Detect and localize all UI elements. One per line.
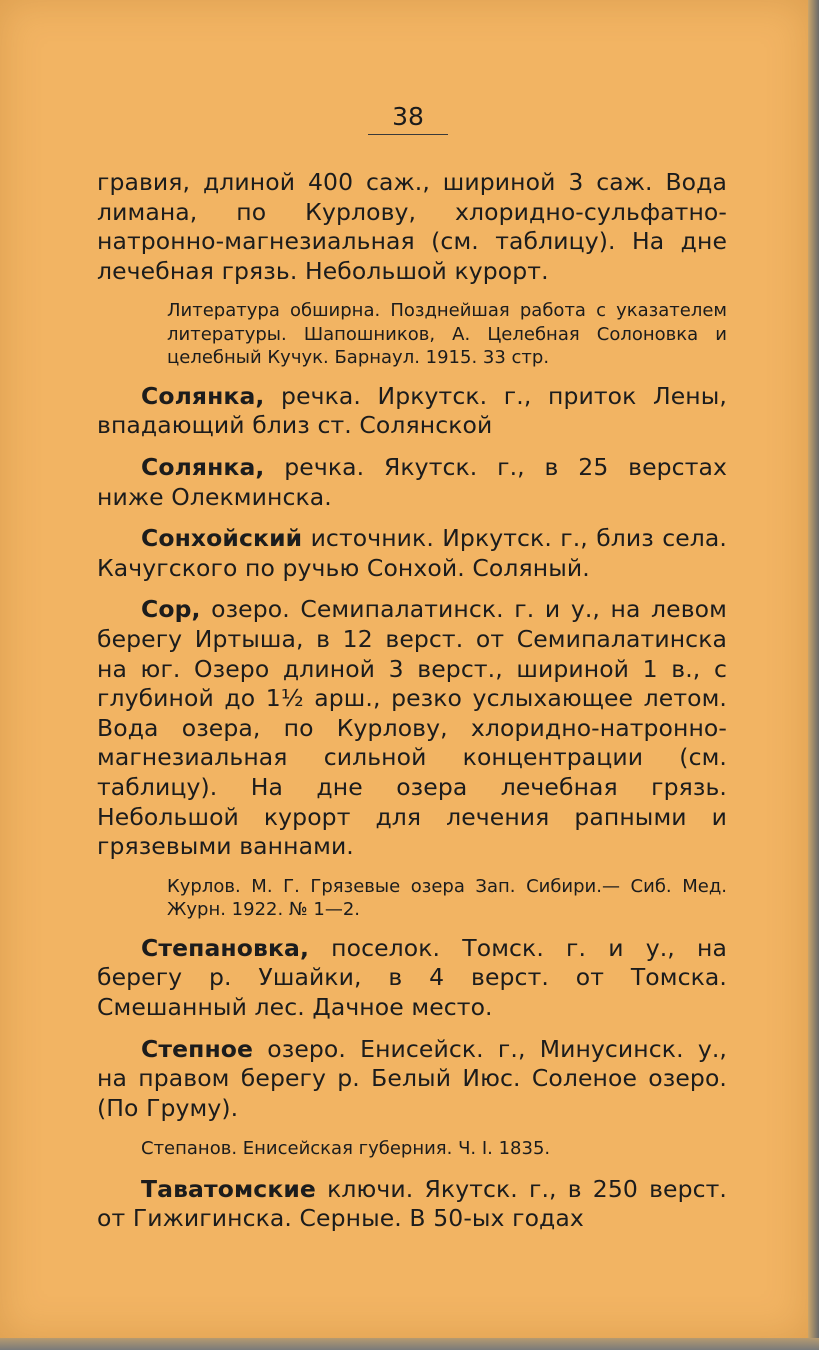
- continuation-paragraph: гравия, длиной 400 саж., шириной 3 саж. Вода лимана, по Курлову, хлоридно-сульфатно-натронно-магнезиальная (см. таблицу). На дне лечебная грязь. Небольшой курорт.: [97, 168, 727, 285]
- entry-term: Степановка,: [141, 933, 309, 962]
- reference-note: Литература обширна. Позднейшая работа с указателем литературы. Шапошников, А. Целебная Солоновка и целебный Кучук. Барнаул. 1915. 33 стр.: [167, 300, 727, 369]
- page-text: [97, 168, 727, 1234]
- entry-term: Сор,: [141, 595, 201, 624]
- entry-text: речка. Иркутск. г., приток Лены, впадающий близ ст. Солянской: [97, 381, 727, 440]
- entry-text: источник. Иркутск. г., близ села. Качугского по ручью Сонхой. Соляный.: [97, 524, 727, 582]
- entry-text: речка. Якутск. г., в 25 верстах ниже Олекминска.: [97, 453, 727, 511]
- entry-sor: [97, 595, 727, 861]
- reference-note: Степанов. Енисейская губерния. Ч. I. 1835.: [141, 1138, 551, 1160]
- entry-term: Степное: [141, 1034, 254, 1063]
- reference-note: Курлов. М. Г. Грязевые озера Зап. Сибири.— Сиб. Мед. Журн. 1922. № 1—2.: [167, 875, 727, 921]
- entry-text: ключи. Якутск. г., в 250 верст. от Гижигинска. Серные. В 50-ых годах: [97, 1174, 727, 1233]
- entry-stepnoe: [97, 1035, 727, 1124]
- entry-tavatomskie: [97, 1175, 727, 1234]
- entry-text: озеро. Енисейск. г., Минусинск. у., на правом берегу р. Белый Июс. Соленое озеро. (По Груму).: [97, 1034, 727, 1122]
- book-spine-edge: [808, 0, 819, 1350]
- entry-solyanka-yakutsk: [97, 453, 727, 512]
- entry-stepanovka: [97, 934, 727, 1023]
- entry-term: Таватомские: [141, 1174, 316, 1203]
- entry-text: поселок. Томск. г. и у., на берегу р. Ушайки, в 4 верст. от Томска. Смешанный лес. Дачное место.: [97, 933, 727, 1021]
- entry-term: Солянка,: [141, 453, 265, 482]
- entry-term: Сонхойский: [141, 524, 303, 553]
- entry-text: озеро. Семипалатинск. г. и у., на левом берегу Иртыша, в 12 верст. от Семипалатинска на юг. Озеро длиной 3 верст., шириной 1 в., с глубиной до 1½ арш., резко услыхающее летом. Вода озера, по Курлову, хлоридно-натронно-магнезиальная сильной концентрации (см. таблицу). На дне озера лечебная грязь. Небольшой курорт для лечения рапными и грязевыми ваннами.: [97, 595, 727, 861]
- entry-solyanka-irkutsk: [97, 382, 727, 441]
- page-number: 38: [368, 100, 448, 135]
- entry-term: Солянка,: [141, 381, 265, 410]
- entry-sonkhoisky: [97, 524, 727, 583]
- scan-bottom-edge: [0, 1338, 819, 1350]
